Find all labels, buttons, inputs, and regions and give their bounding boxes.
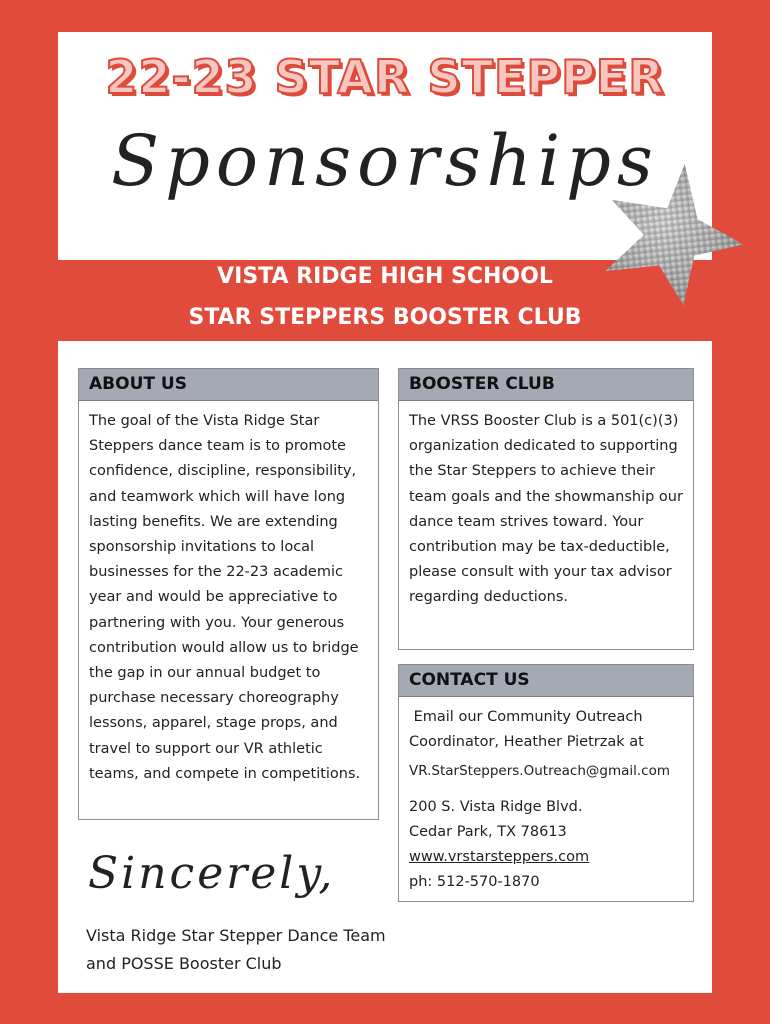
contact-intro: Email our Community Outreach Coordinator, Heather Pietrzak at <box>409 709 648 751</box>
about-us-section <box>78 368 379 820</box>
contact-us-body <box>399 697 693 903</box>
about-us-text: The goal of the Vista Ridge Star Steppers dance team is to promote confidence, discipline, responsibility, and teamwork which will have long lasting benefits. We are extending sponsorship invitations to local businesses for the 22-23 academic year and would be appreciative to partnering with you. Your generous contribution would allow us to bridge the gap in our annual budget to purchase necessary choreography lessons, apparel, stage props, and travel to support our VR athletic teams, and compete in competitions. <box>89 413 361 782</box>
signoff <box>86 922 386 978</box>
booster-club-text: The VRSS Booster Club is a 501(c)(3) organization dedicated to supporting the Star Steppers to achieve their team goals and the showmanship our dance team strives toward. Your contribution may be tax-deductible, please consult with your tax advisor regarding deductions. <box>409 413 683 606</box>
school-name: VISTA RIDGE HIGH SCHOOL <box>217 264 553 289</box>
booster-club-heading: BOOSTER CLUB <box>399 369 693 401</box>
about-us-heading: ABOUT US <box>79 369 378 401</box>
website-link[interactable]: www.vrstarsteppers.com <box>409 849 590 866</box>
booster-club-section <box>398 368 694 650</box>
signoff-line-2: and POSSE Booster Club <box>86 954 282 973</box>
contact-phone: ph: 512-570-1870 <box>409 874 540 891</box>
contact-us-heading: CONTACT US <box>399 665 693 697</box>
contact-us-section <box>398 664 694 902</box>
contact-email[interactable]: VR.StarSteppers.Outreach@gmail.com <box>409 763 671 780</box>
script-title: Sponsorships <box>111 120 659 202</box>
club-name: STAR STEPPERS BOOSTER CLUB <box>188 305 582 330</box>
contact-address-street: 200 S. Vista Ridge Blvd. <box>409 798 583 815</box>
contact-address-city: Cedar Park, TX 78613 <box>409 823 567 840</box>
page-title: 22-23 STAR STEPPER <box>105 50 665 104</box>
signoff-line-1: Vista Ridge Star Stepper Dance Team <box>86 926 386 945</box>
sincerely-signature: Sincerely, <box>88 848 336 899</box>
glitter-star-icon <box>596 160 746 310</box>
